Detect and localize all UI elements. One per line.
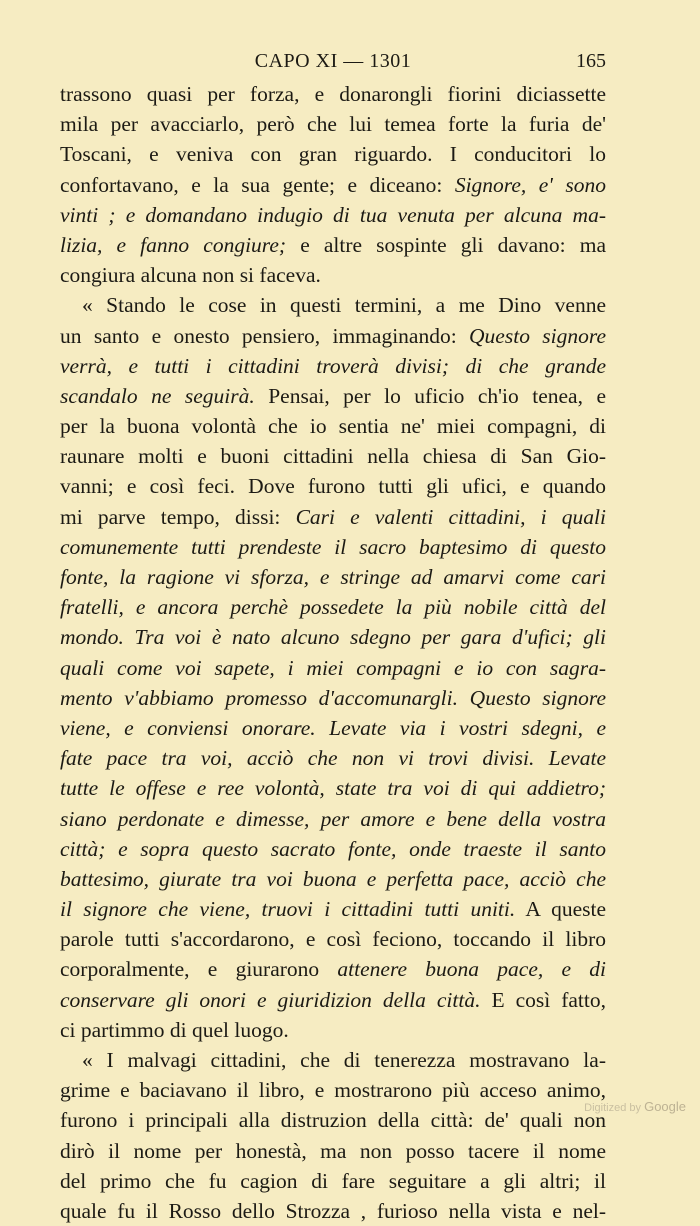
italic-segment: fonte, la ragione vi sforza, e stringe ad amarvi come cari: [60, 565, 606, 589]
text-line: [60, 985, 606, 1015]
italic-segment: fratelli, e ancora perchè possedete la più nobile città del: [60, 595, 606, 620]
text-line: [60, 834, 606, 864]
text-line: [60, 804, 606, 834]
italic-segment: quali come voi sapete, i miei compagni e io con sagra-: [60, 655, 606, 680]
text-line: [60, 381, 606, 411]
text-segment: mi parve tempo, dissi:: [60, 504, 296, 529]
italic-segment: scandalo ne seguirà.: [60, 383, 255, 408]
italic-segment: fate pace tra voi, acciò che non vi trovi divisi. Levate: [60, 746, 606, 771]
text-segment: confortavano, e la sua gente; e diceano:: [60, 172, 455, 197]
italic-segment: il signore che viene, truovi i cittadini tutti uniti.: [60, 897, 516, 922]
text-line: [60, 502, 606, 532]
italic-segment: battesimo, giurate tra voi buona e perfetta pace, acciò che: [60, 866, 606, 891]
text-segment: corporalmente, e giurarono: [60, 957, 338, 982]
text-line: [60, 321, 606, 351]
text-segment: trassono quasi per forza, e donarongli fiorini diciassette: [60, 82, 606, 106]
text-segment: grime e baciavano il libro, e mostrarono più acceso animo,: [60, 1078, 606, 1103]
text-line: [60, 1015, 606, 1045]
text-segment: e altre sospinte gli davano: ma: [286, 232, 607, 257]
italic-segment: mondo. Tra voi è nato alcuno sdegno per gara d'ufici; gli: [60, 625, 606, 650]
text-segment: Toscani, e veniva con gran riguardo. I conducitori lo: [60, 142, 606, 167]
text-line: [60, 592, 606, 622]
text-line: [60, 562, 606, 592]
text-segment: Pensai, per lo uficio ch'io tenea, e: [254, 383, 606, 408]
page-number: 165: [576, 50, 606, 72]
italic-segment: conservare gli onori e giuridizion della città.: [60, 987, 481, 1012]
text-segment: raunare molti e buoni cittadini nella chiesa di San Gio-: [60, 444, 606, 469]
text-segment: A queste: [515, 897, 606, 922]
chapter-number-year: XI — 1301: [315, 50, 412, 72]
google-logo-text: Google: [644, 1099, 686, 1114]
text-segment: « Stando le cose in questi termini, a me Dino venne: [82, 293, 606, 318]
text-line: [60, 200, 606, 230]
text-line: [60, 713, 606, 743]
italic-segment: Signore, e' sono: [454, 172, 606, 197]
text-line: [60, 924, 606, 954]
italic-segment: attenere buona pace, e di: [337, 957, 607, 982]
text-line: [60, 1166, 606, 1196]
text-segment: furono i principali alla distruzion della città: de' quali non: [60, 1108, 606, 1133]
italic-segment: comunemente tutti prendeste il sacro baptesimo di questo: [60, 534, 606, 559]
text-line: [60, 471, 606, 501]
text-line: [60, 1136, 606, 1166]
italic-segment: città; e sopra questo sacrato fonte, onde traeste il santo: [60, 836, 606, 861]
text-segment: un santo e onesto pensiero, immaginando:: [60, 323, 470, 348]
text-segment: ci partimmo di quel luogo.: [60, 1017, 289, 1042]
text-line: [60, 773, 606, 803]
italic-segment: verrà, e tutti i cittadini troverà divisi; di che grande: [60, 353, 606, 378]
text-line: [60, 683, 606, 713]
text-segment: vanni; e così feci. Dove furono tutti gli ufici, e quando: [60, 474, 606, 499]
italic-segment: Questo signore: [469, 323, 606, 348]
text-line: [60, 139, 606, 169]
digitization-watermark: [584, 1099, 686, 1114]
text-segment: congiura alcuna non si faceva.: [60, 263, 321, 288]
text-line: [60, 894, 606, 924]
chapter-heading: [60, 50, 606, 73]
italic-segment: vinti ; e domandano indugio di tua venuta per alcuna ma-: [60, 202, 606, 227]
text-line: [60, 653, 606, 683]
running-head: [60, 50, 606, 78]
text-segment: mila per avacciarlo, però che lui temea forte la furia de': [60, 112, 606, 137]
text-line: [60, 290, 606, 320]
text-segment: del primo che fu cagion di fare seguitare a gli altri; il: [60, 1168, 606, 1193]
text-line: [60, 864, 606, 894]
text-line: [60, 1196, 606, 1226]
chapter-prefix: CAPO: [254, 50, 311, 72]
text-line: [60, 79, 606, 109]
text-line: [60, 1105, 606, 1135]
text-line: [60, 260, 606, 290]
text-line: [60, 532, 606, 562]
text-segment: parole tutti s'accordarono, e così feciono, toccando il libro: [60, 927, 606, 952]
italic-segment: mento v'abbiamo promesso d'accomunargli. Questo signore: [60, 685, 606, 710]
text-line: [60, 1045, 606, 1075]
text-segment: per la buona volontà che io sentia ne' miei compagni, di: [60, 414, 606, 439]
italic-segment: viene, e conviensi onorare. Levate via i vostri sdegni, e: [60, 715, 606, 740]
text-line: [60, 954, 606, 984]
text-line: [60, 411, 606, 441]
text-segment: E così fatto,: [480, 987, 606, 1012]
italic-segment: lizia, e fanno congiure;: [60, 232, 287, 257]
text-line: [60, 109, 606, 139]
text-segment: dirò il nome per honestà, ma non posso tacere il nome: [60, 1138, 606, 1163]
text-line: [60, 1075, 606, 1105]
text-line: [60, 351, 606, 381]
text-line: [60, 230, 606, 260]
italic-segment: tutte le offese e ree volontà, state tra voi di qui addietro;: [60, 776, 606, 801]
text-segment: quale fu il Rosso dello Strozza , furioso nella vista e nel-: [60, 1198, 606, 1223]
italic-segment: siano perdonate e dimesse, per amore e bene della vostra: [60, 806, 606, 831]
text-line: [60, 170, 606, 200]
italic-segment: Cari e valenti cittadini, i quali: [295, 504, 606, 529]
text-line: [60, 743, 606, 773]
text-segment: « I malvagi cittadini, che di tenerezza mostravano la-: [82, 1048, 606, 1072]
watermark-prefix: Digitized by: [584, 1102, 642, 1114]
text-line: [60, 622, 606, 652]
text-line: [60, 441, 606, 471]
body-text: [60, 79, 606, 1226]
